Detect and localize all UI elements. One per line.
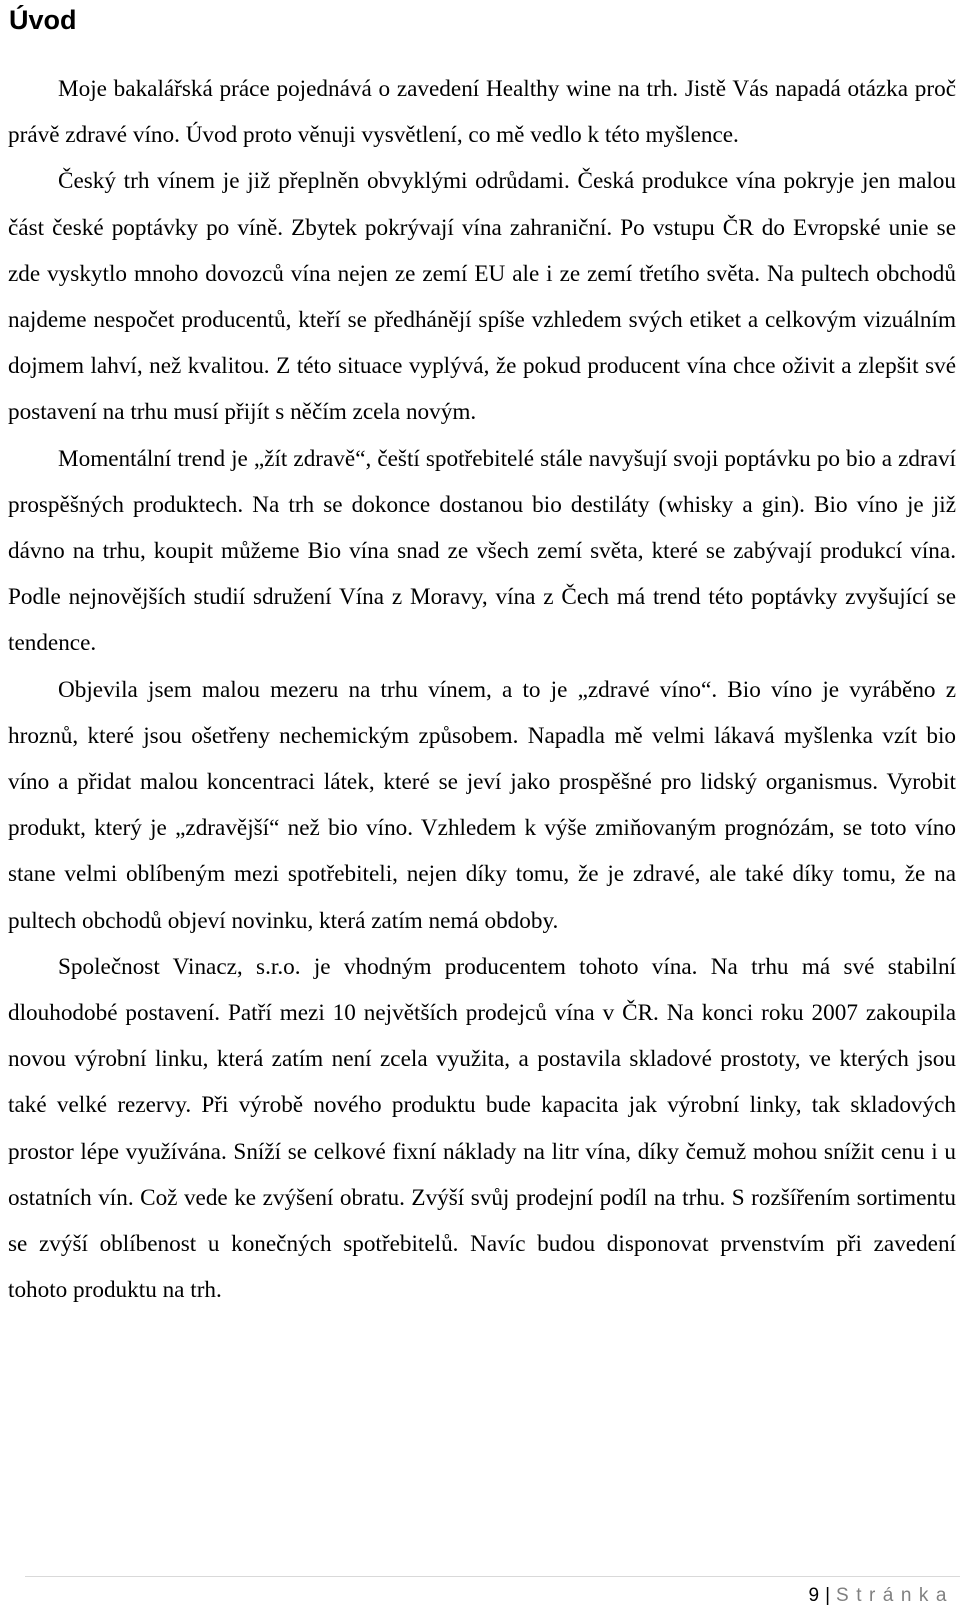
footer-divider: [25, 1576, 960, 1577]
page-label: Stránka: [836, 1585, 954, 1606]
paragraph: Objevila jsem malou mezeru na trhu vínem, a to je „zdravé víno“. Bio víno je vyráběno z hroznů, které jsou ošetřeny nechemickým způsobem. Napadla mě velmi lákavá myšlenka vzít bio víno a přidat malou koncentraci látek, které se jeví jako prospěšné pro lidský organismus. Vyrobit produkt, který je „zdravější“ než bio víno. Vzhledem k výše zmiňovaným prognózám, se toto víno stane velmi oblíbeným mezi spotřebiteli, nejen díky tomu, že je zdravé, ale také díky tomu, že na pultech obchodů objeví novinku, která zatím nemá obdoby.: [8, 676, 956, 934]
paragraph: Český trh vínem je již přeplněn obvyklými odrůdami. Česká produkce vína pokryje jen malou část české poptávky po víně. Zbytek pokrývají vína zahraniční. Po vstupu ČR do Evropské unie se zde vyskytlo mnoho dovozců vína nejen ze zemí EU ale i ze zemí třetího světa. Na pultech obchodů najdeme nespočet producentů, kteří se předhánějí spíše vzhledem svých etiket a celkovým vizuálním dojmem lahví, než kvalitou. Z této situace vyplývá, že pokud producent vína chce oživit a zlepšit své postavení na trhu musí přijít s něčím zcela novým.: [8, 168, 956, 426]
paragraph: Moje bakalářská práce pojednává o zavedení Healthy wine na trh. Jistě Vás napadá otázka proč právě zdravé víno. Úvod proto věnuji vysvětlení, co mě vedlo k této myšlence.: [8, 76, 956, 149]
paragraph: Společnost Vinacz, s.r.o. je vhodným producentem tohoto vína. Na trhu má své stabilní dlouhodobé postavení. Patří mezi 10 největších prodejců vína v ČR. Na konci roku 2007 zakoupila novou výrobní linku, která zatím není zcela využita, a postavila skladové prostoty, ve kterých jsou také velké rezervy. Při výrobě nového produktu bude kapacita jak výrobní linky, tak skladových prostor lépe využívána. Sníží se celkové fixní náklady na litr vína, díky čemuž mohou snížit cenu i u ostatních vín. Což vede ke zvýšení obratu. Zvýší svůj prodejní podíl na trhu. S rozšířením sortimentu se zvýší oblíbenost u konečných spotřebitelů. Navíc budou disponovat prvenstvím při zavedení tohoto produktu na trh.: [8, 953, 956, 1304]
page-number: 9: [808, 1585, 820, 1606]
body-text: [8, 66, 956, 1313]
paragraph: Momentální trend je „žít zdravě“, čeští spotřebitelé stále navyšují svoji poptávku po bio a zdraví prospěšných produktech. Na trh se dokonce dostanou bio destiláty (whisky a gin). Bio víno je již dávno na trhu, koupit můžeme Bio vína snad ze všech zemí světa, které se zabývají produkcí vína. Podle nejnovějších studií sdružení Vína z Moravy, vína z Čech má trend této poptávky zvyšující se tendence.: [8, 445, 956, 657]
footer-separator: |: [825, 1585, 831, 1606]
section-heading: Úvod: [9, 5, 77, 35]
page-footer: [809, 1584, 955, 1608]
